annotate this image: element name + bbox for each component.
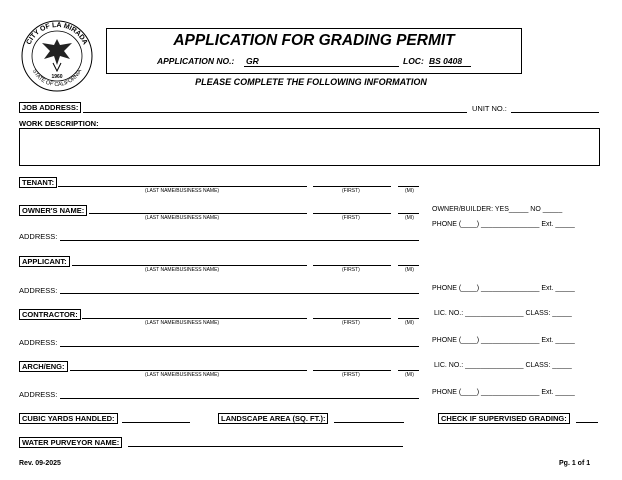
arch-eng-last-name-caption: (LAST NAME/BUSINESS NAME) <box>145 372 220 378</box>
contractor-phone-field[interactable]: PHONE (____) _______________ Ext. _____ <box>432 337 575 344</box>
applicant-last-name-caption: (LAST NAME/BUSINESS NAME) <box>145 267 220 273</box>
owner-name-label: OWNER'S NAME: <box>19 205 87 216</box>
applicant-first-caption: (FIRST) <box>342 267 360 273</box>
contractor-address-label: ADDRESS: <box>19 338 58 347</box>
applicant-mi-caption: (MI) <box>405 267 414 273</box>
application-no-label: APPLICATION NO.: <box>157 56 235 66</box>
landscape-area-field[interactable] <box>334 422 404 423</box>
unit-no-field[interactable] <box>511 112 599 113</box>
applicant-mi-field[interactable] <box>398 265 419 266</box>
contractor-address-field[interactable] <box>60 346 419 347</box>
owner-first-caption: (FIRST) <box>342 215 360 221</box>
arch-eng-first-name-field[interactable] <box>313 370 391 371</box>
svg-text:STATE OF CALIFORNIA: STATE OF CALIFORNIA <box>30 68 84 89</box>
page-number: Pg. 1 of 1 <box>559 460 591 467</box>
job-address-label: JOB ADDRESS: <box>19 102 81 113</box>
arch-eng-address-label: ADDRESS: <box>19 390 58 399</box>
cubic-yards-field[interactable] <box>122 422 190 423</box>
applicant-address-field[interactable] <box>60 293 419 294</box>
owner-address-label: ADDRESS: <box>19 232 58 241</box>
work-description-label: WORK DESCRIPTION: <box>19 119 99 128</box>
applicant-first-name-field[interactable] <box>313 265 391 266</box>
arch-eng-address-field[interactable] <box>60 398 419 399</box>
applicant-address-label: ADDRESS: <box>19 286 58 295</box>
tenant-last-name-field[interactable] <box>58 186 307 187</box>
arch-eng-first-caption: (FIRST) <box>342 372 360 378</box>
application-no-value: GR <box>246 56 259 66</box>
instruction-text: PLEASE COMPLETE THE FOLLOWING INFORMATION <box>195 77 427 87</box>
job-address-field[interactable] <box>83 112 467 113</box>
arch-eng-phone-field[interactable]: PHONE (____) _______________ Ext. _____ <box>432 389 575 396</box>
owner-first-name-field[interactable] <box>313 213 391 214</box>
contractor-label: CONTRACTOR: <box>19 309 81 320</box>
arch-eng-label: ARCH/ENG: <box>19 361 68 372</box>
supervised-grading-label: CHECK IF SUPERVISED GRADING: <box>438 413 570 424</box>
contractor-last-name-field[interactable] <box>82 318 307 319</box>
tenant-first-name-field[interactable] <box>313 186 391 187</box>
owner-mi-field[interactable] <box>398 213 419 214</box>
tenant-label: TENANT: <box>19 177 57 188</box>
arch-eng-mi-caption: (MI) <box>405 372 414 378</box>
svg-text:1960: 1960 <box>51 74 63 80</box>
owner-last-name-field[interactable] <box>89 213 307 214</box>
loc-label: LOC: <box>403 56 424 66</box>
owner-address-field[interactable] <box>60 240 419 241</box>
contractor-last-name-caption: (LAST NAME/BUSINESS NAME) <box>145 320 220 326</box>
owner-mi-caption: (MI) <box>405 215 414 221</box>
arch-eng-last-name-field[interactable] <box>70 370 307 371</box>
applicant-phone-field[interactable]: PHONE (____) _______________ Ext. _____ <box>432 285 575 292</box>
tenant-last-name-caption: (LAST NAME/BUSINESS NAME) <box>145 188 220 194</box>
contractor-first-caption: (FIRST) <box>342 320 360 326</box>
arch-eng-license-field[interactable]: LIC. NO.: _______________ CLASS: _____ <box>434 362 572 369</box>
supervised-grading-checkbox[interactable] <box>576 422 598 423</box>
contractor-first-name-field[interactable] <box>313 318 391 319</box>
water-purveyor-field[interactable] <box>128 446 403 447</box>
loc-underline <box>429 66 471 67</box>
water-purveyor-label: WATER PURVEYOR NAME: <box>19 437 122 448</box>
contractor-mi-field[interactable] <box>398 318 419 319</box>
unit-no-label: UNIT NO.: <box>472 104 507 113</box>
applicant-last-name-field[interactable] <box>72 265 307 266</box>
tenant-mi-field[interactable] <box>398 186 419 187</box>
cubic-yards-label: CUBIC YARDS HANDLED: <box>19 413 118 424</box>
page-title: APPLICATION FOR GRADING PERMIT <box>173 32 455 49</box>
title-box <box>106 28 522 74</box>
revision-text: Rev. 09-2025 <box>19 460 61 467</box>
applicant-label: APPLICANT: <box>19 256 70 267</box>
contractor-license-field[interactable]: LIC. NO.: _______________ CLASS: _____ <box>434 310 572 317</box>
landscape-area-label: LANDSCAPE AREA (SQ. FT.): <box>218 413 328 424</box>
tenant-first-caption: (FIRST) <box>342 188 360 194</box>
application-no-field[interactable] <box>244 66 399 67</box>
owner-phone-field[interactable]: PHONE (____) _______________ Ext. _____ <box>432 221 575 228</box>
svg-text:CITY OF LA MIRADA: CITY OF LA MIRADA <box>25 21 89 46</box>
owner-last-name-caption: (LAST NAME/BUSINESS NAME) <box>145 215 220 221</box>
contractor-mi-caption: (MI) <box>405 320 414 326</box>
work-description-field[interactable] <box>19 128 600 166</box>
loc-value: BS 0408 <box>429 56 463 66</box>
tenant-mi-caption: (MI) <box>405 188 414 194</box>
owner-builder-field[interactable]: OWNER/BUILDER: YES_____ NO _____ <box>432 206 563 213</box>
arch-eng-mi-field[interactable] <box>398 370 419 371</box>
